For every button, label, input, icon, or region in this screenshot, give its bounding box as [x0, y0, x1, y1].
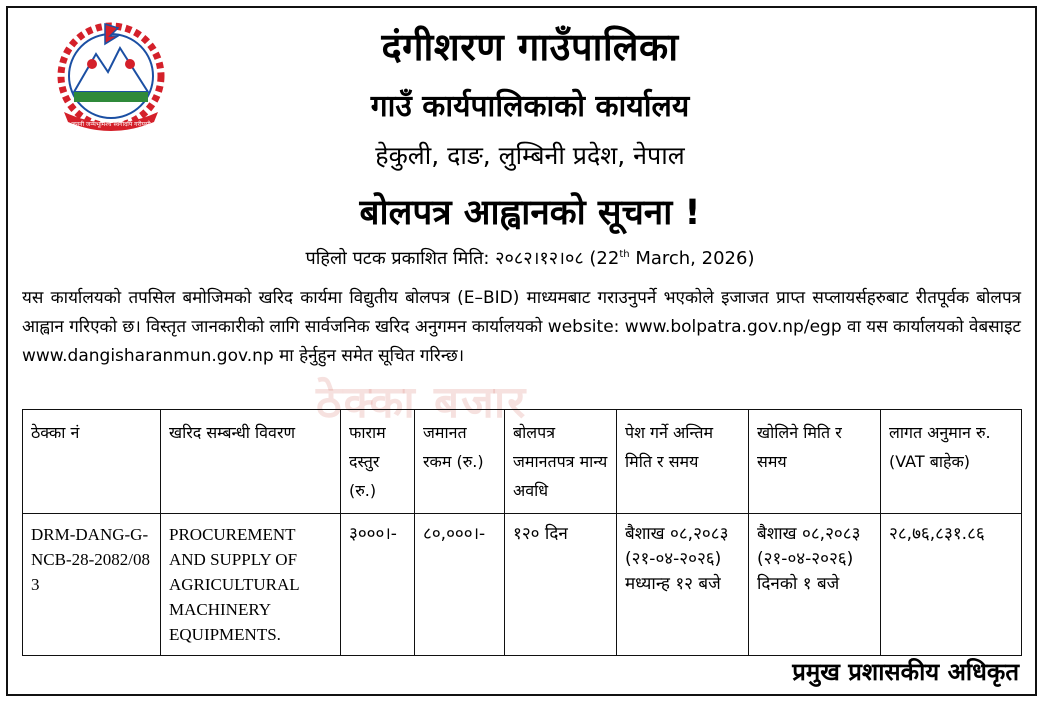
header-validity: बोलपत्र जमानतपत्र मान्य अवधि — [505, 410, 617, 514]
header-description: खरिद सम्बन्धी विवरण — [161, 410, 341, 514]
table-header-row — [23, 410, 1022, 514]
municipality-emblem-icon — [50, 14, 172, 134]
cell-bid-security: ८०,०००।- — [415, 514, 505, 656]
cell-opening: बैशाख ०८,२०८३ (२१-०४-२०२६) दिनको १ बजे — [749, 514, 881, 656]
cell-description: PROCUREMENT AND SUPPLY OF AGRICULTURAL MACHINERY EQUIPMENTS. — [161, 514, 341, 656]
notice-title: बोलपत्र आह्वानको सूचना ! — [359, 193, 701, 233]
cell-contract-no: DRM-DANG-G-NCB-28-2082/083 — [23, 514, 161, 656]
header-opening: खोलिने मिति र समय — [749, 410, 881, 514]
municipality-name: दंगीशरण गाउँपालिका — [381, 25, 679, 69]
cell-submission: बैशाख ०८,२०८३ (२१-०४-२०२६) मध्यान्ह १२ बजे — [617, 514, 749, 656]
tender-table — [22, 409, 1022, 656]
emblem-motto: जननी जन्मभूमिश्च स्वर्गादपि गरीयसी — [71, 121, 151, 128]
cell-estimate: २८,७६,८३१.८६ — [881, 514, 1022, 656]
header-form-fee: फाराम दस्तुर (रु.) — [341, 410, 415, 514]
cell-form-fee: ३०००।- — [341, 514, 415, 656]
cell-validity: १२० दिन — [505, 514, 617, 656]
signatory-title: प्रमुख प्रशासकीय अधिकृत — [792, 658, 1019, 686]
header-estimate: लागत अनुमान रु. (VAT बाहेक) — [881, 410, 1022, 514]
table-row — [23, 514, 1022, 656]
header-contract-no: ठेक्का नं — [23, 410, 161, 514]
publication-date: पहिलो पटक प्रकाशित मिति: २०८२।१२।०८ (22th March, 2026) — [305, 248, 755, 269]
watermark-text: ठेक्का बजार — [316, 377, 528, 428]
header-submission: पेश गर्ने अन्तिम मिति र समय — [617, 410, 749, 514]
office-name: गाउँ कार्यपालिकाको कार्यालय — [370, 89, 690, 124]
notice-body: यस कार्यालयको तपसिल बमोजिमको खरिद कार्यमा विद्युतीय बोलपत्र (E–BID) माध्यमबाट गराउनुपर्ने भएकोले इजाजत प्राप्त सप्लायर्सहरुबाट रीतपूर्वक बोलपत्र आह्वान गरिएको छ। विस्तृत जानकारीको लागि सार्वजनिक खरिद अनुगमन कार्यालयको website: www.bolpatra.gov.np/egp वा यस कार्यालयको वेबसाइट www.dangisharanmun.gov.np मा हेर्नुहुन समेत सूचित गरिन्छ। — [22, 288, 1021, 366]
header-bid-security: जमानत रकम (रु.) — [415, 410, 505, 514]
office-address: हेकुली, दाङ, लुम्बिनी प्रदेश, नेपाल — [375, 141, 685, 170]
